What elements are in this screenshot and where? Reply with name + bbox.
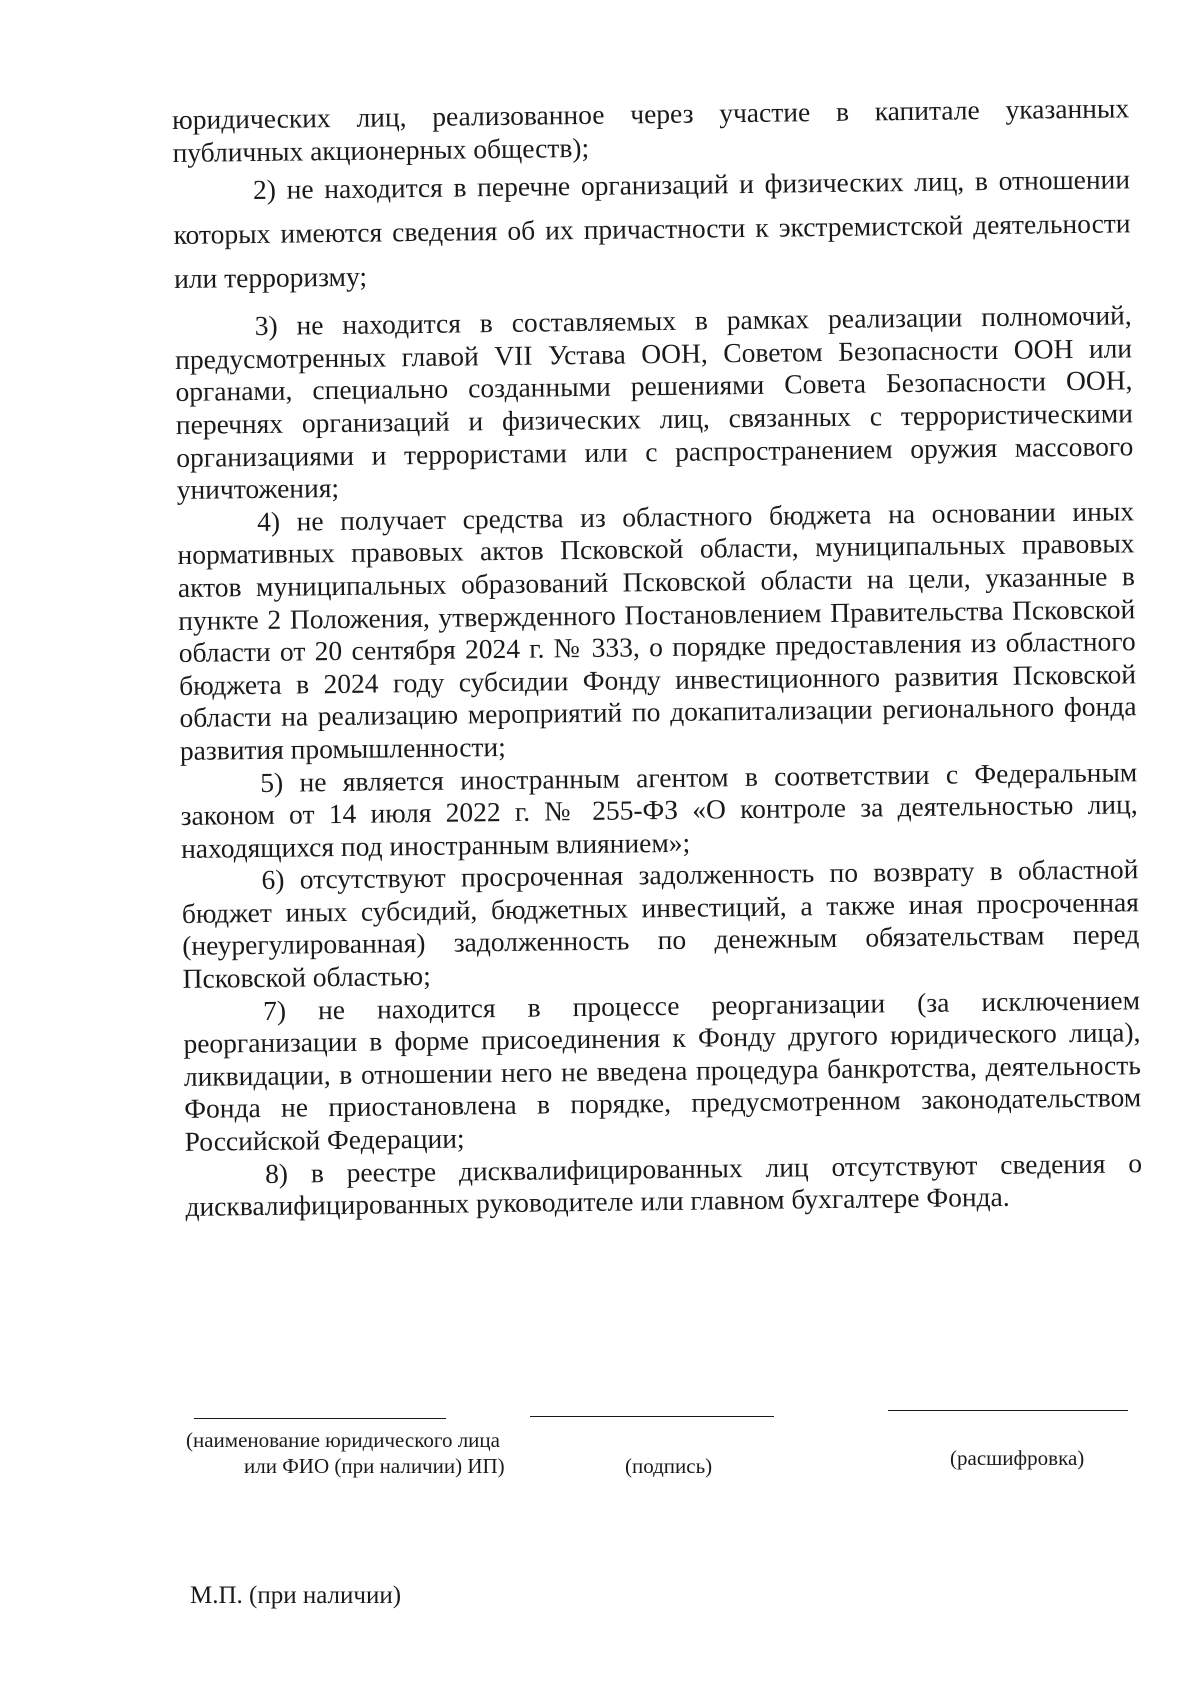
paragraph-item-6: 6) отсутствуют просроченная задолженность по возврату в областной бюджет иных субсидий, бюджетных инвестиций, а также иная просроченная (неурегулированная) задолженность по денежным обязательствам перед Псковской областью; <box>181 853 1140 994</box>
stamp-label: М.П. (при наличии) <box>190 1582 402 1609</box>
paragraph-item-4: 4) не получает средства из областного бюджета на основании иных нормативных правовых актов Псковской области, муниципальных правовых актов муниципальных образований Псковской области на цели, указанные в пункте 2 Положения, утвержденного Постановлением Правительства Псковской области от 20 сентября 2024 г. № 333, о порядке предоставления из областного бюджета в 2024 году субсидии Фонду инвестиционного развития Псковской области на реализацию мероприятий по докапитализации регионального фонда развития промышленности; <box>177 495 1137 766</box>
signature-caption: (подпись) <box>625 1454 713 1478</box>
decoding-signature-line <box>888 1410 1128 1411</box>
name-caption <box>186 1427 566 1479</box>
paragraph-continuation: юридических лиц, реализованное через участие в капитале указанных публичных акционерных обществ); <box>172 92 1130 168</box>
paragraph-item-8: 8) в реестре дисквалифицированных лиц отсутствуют сведения о дисквалифицированных руководителе или главном бухгалтере Фонда. <box>185 1146 1143 1223</box>
paragraph-item-7: 7) не находится в процессе реорганизации (за исключением реорганизации в форме присоединения к Фонду другого юридического лица), ликвидации, в отношении него не введена процедура банкротства, деятельность Фонда не приостановлена в порядке, предусмотренном законодательством Российской Федерации; <box>183 983 1142 1157</box>
decoding-caption: (расшифровка) <box>950 1446 1085 1470</box>
paragraph-item-2: 2) не находится в перечне организаций и физических лиц, в отношении которых имеются сведения об их причастности к экстремистской деятельности или терроризму; <box>173 163 1131 295</box>
signature-line <box>530 1416 774 1417</box>
paragraph-item-3: 3) не находится в составляемых в рамках реализации полномочий, предусмотренных главой VII Устава ООН, Советом Безопасности ООН или органами, специально созданными решениями Совета Безопасности ООН, перечнях организаций и физических лиц, связанных с террористическими организациями и террористами или с распространением оружия массового уничтожения; <box>174 299 1134 506</box>
paragraph-item-5: 5) не является иностранным агентом в соответствии с Федеральным законом от 14 июля 2022 г. № 255-ФЗ «О контроле за деятельностью лиц, находящихся под иностранным влиянием»; <box>180 755 1138 864</box>
name-caption-line-2: или ФИО (при наличии) ИП) <box>244 1454 505 1478</box>
name-caption-line-1: (наименование юридического лица <box>186 1428 500 1452</box>
name-signature-line <box>194 1418 446 1419</box>
